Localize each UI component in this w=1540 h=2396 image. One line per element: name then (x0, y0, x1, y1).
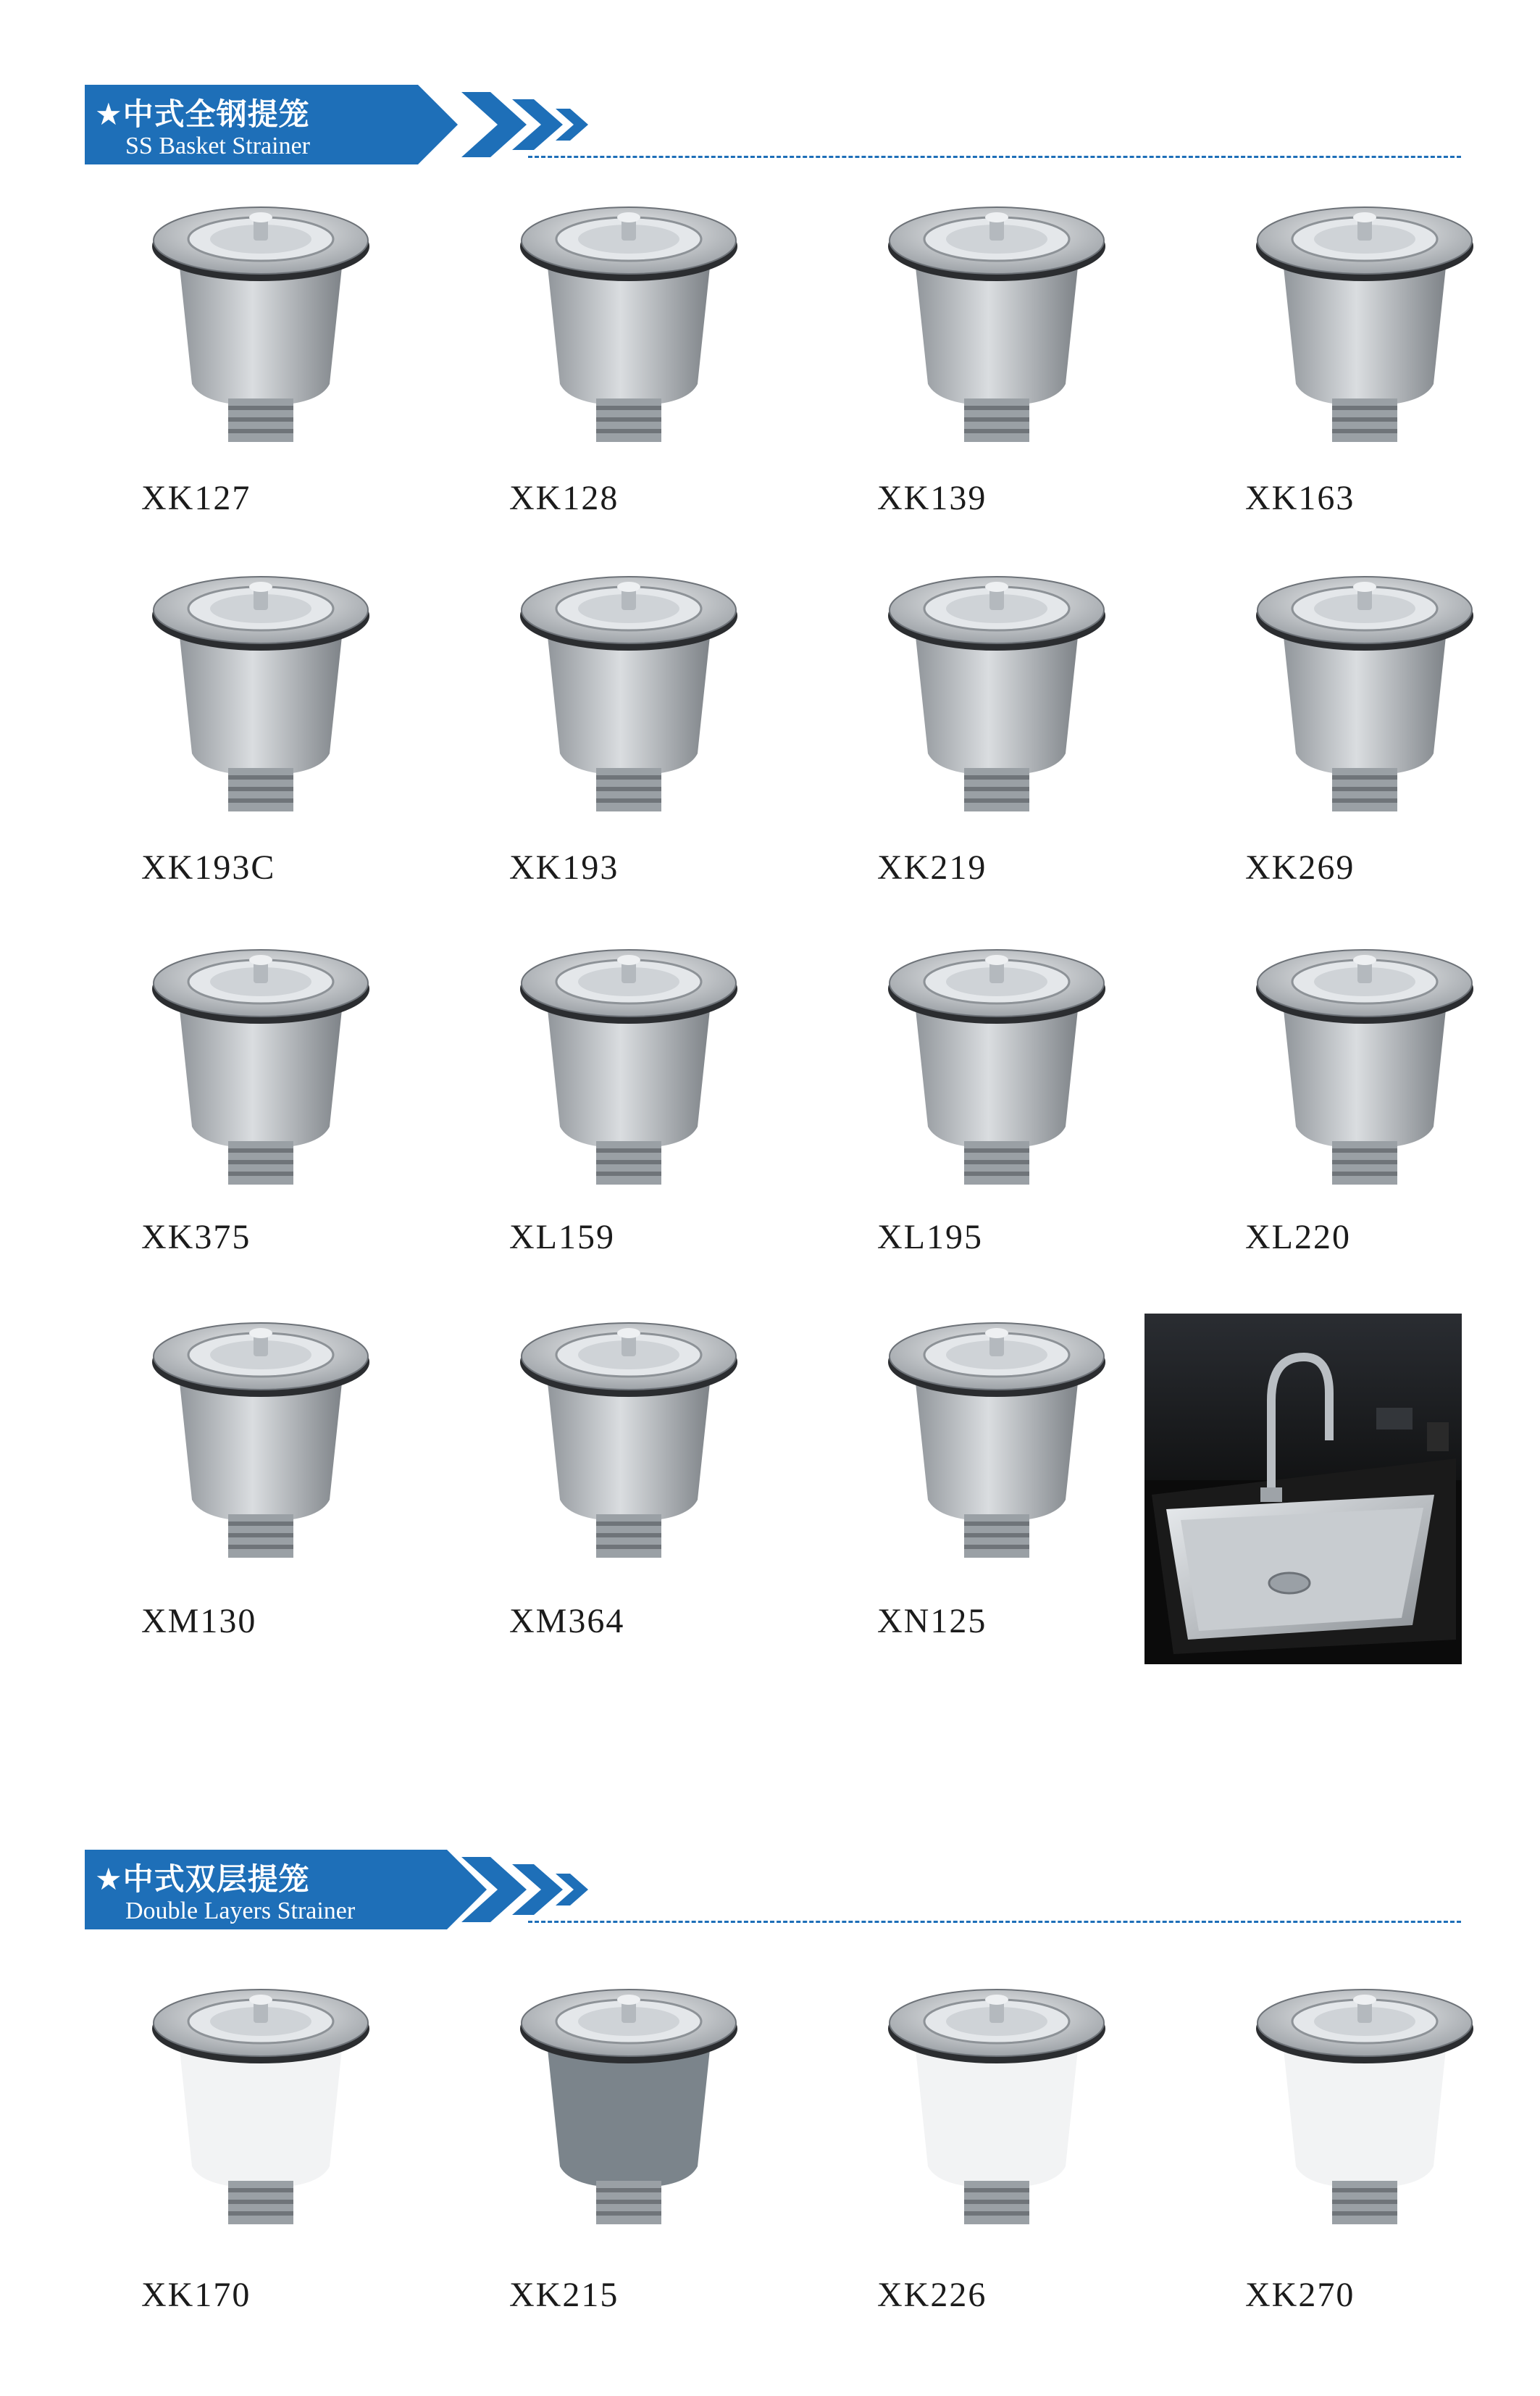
strainer-icon (138, 931, 384, 1206)
divider (528, 1921, 1461, 1923)
section-title: ★中式全钢提笼 (95, 96, 310, 132)
product-model-label: XK375 (141, 1218, 251, 1256)
section-subtitle: Double Layers Strainer (125, 1898, 356, 1924)
product-xk193 (448, 558, 810, 898)
product-model-label: XK193 (509, 848, 619, 887)
product-xk226 (816, 1971, 1178, 2326)
header-banner-tip (418, 85, 458, 164)
strainer-icon (874, 931, 1120, 1206)
product-model-label: XK163 (1245, 479, 1355, 517)
product-model-label: XL159 (509, 1218, 615, 1256)
product-xl220 (1184, 931, 1540, 1268)
strainer-icon (1242, 558, 1488, 833)
chevrons-icon (461, 88, 621, 161)
product-xk215 (448, 1971, 810, 2326)
strainer-icon (138, 188, 384, 464)
strainer-icon (138, 558, 384, 833)
product-xk269 (1184, 558, 1540, 898)
product-model-label: XK127 (141, 479, 251, 517)
strainer-icon (506, 558, 752, 833)
chevrons-icon (461, 1853, 621, 1926)
divider (528, 156, 1461, 158)
product-model-label: XM130 (141, 1602, 257, 1640)
product-xl159 (448, 931, 810, 1268)
product-model-label: XK139 (877, 479, 987, 517)
product-xm130 (80, 1304, 442, 1652)
strainer-icon (138, 1971, 384, 2246)
strainer-icon (506, 1304, 752, 1579)
strainer-icon (1242, 931, 1488, 1206)
product-xk170 (80, 1971, 442, 2326)
product-model-label: XK269 (1245, 848, 1355, 887)
product-xm364 (448, 1304, 810, 1652)
kitchen-sink-photo (1144, 1314, 1462, 1664)
section-title: ★中式双层提笼 (95, 1861, 310, 1897)
strainer-icon (1242, 188, 1488, 464)
strainer-icon (874, 1971, 1120, 2246)
strainer-icon (506, 1971, 752, 2246)
product-model-label: XK193C (141, 848, 276, 887)
product-model-label: XK226 (877, 2276, 987, 2314)
product-xk193c (80, 558, 442, 898)
product-model-label: XK170 (141, 2276, 251, 2314)
product-xk219 (816, 558, 1178, 898)
product-model-label: XK215 (509, 2276, 619, 2314)
product-xk139 (816, 188, 1178, 529)
strainer-icon (1242, 1971, 1488, 2246)
product-model-label: XK128 (509, 479, 619, 517)
strainer-icon (138, 1304, 384, 1579)
section-subtitle: SS Basket Strainer (125, 133, 310, 159)
section-header-ss (85, 85, 1461, 164)
strainer-icon (874, 558, 1120, 833)
product-xk375 (80, 931, 442, 1268)
product-xk163 (1184, 188, 1540, 529)
product-model-label: XK219 (877, 848, 987, 887)
strainer-icon (506, 931, 752, 1206)
strainer-icon (874, 188, 1120, 464)
product-xn125 (816, 1304, 1178, 1652)
product-model-label: XL195 (877, 1218, 983, 1256)
product-model-label: XN125 (877, 1602, 987, 1640)
product-xl195 (816, 931, 1178, 1268)
product-xk127 (80, 188, 442, 529)
product-model-label: XL220 (1245, 1218, 1351, 1256)
product-model-label: XK270 (1245, 2276, 1355, 2314)
product-model-label: XM364 (509, 1602, 625, 1640)
section-header-double (85, 1850, 1461, 1929)
product-xk270 (1184, 1971, 1540, 2326)
strainer-icon (506, 188, 752, 464)
strainer-icon (874, 1304, 1120, 1579)
product-xk128 (448, 188, 810, 529)
